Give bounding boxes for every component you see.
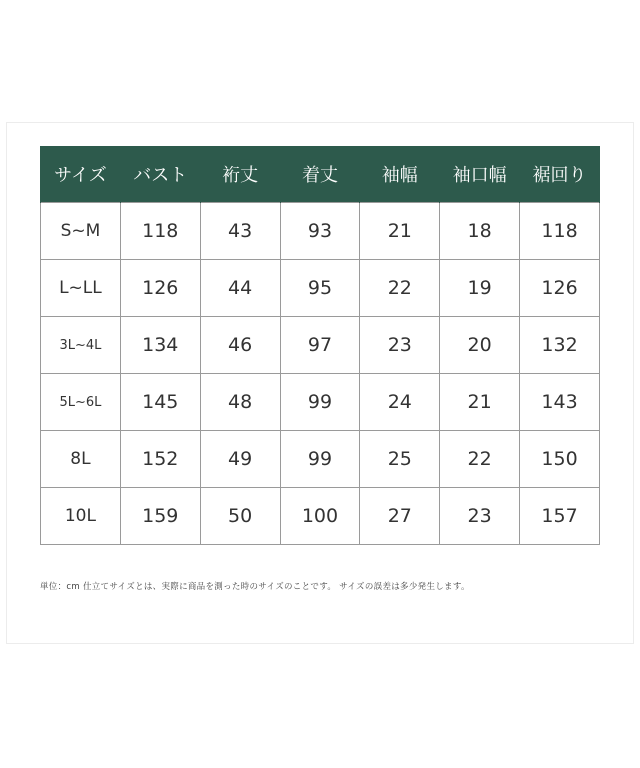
cuff-width-cell: 18 [440, 203, 520, 260]
header-cuff-width: 袖口幅 [440, 146, 520, 203]
header-size: サイズ [41, 146, 121, 203]
header-bust: バスト [120, 146, 200, 203]
table-header-row [41, 146, 600, 203]
header-sleeve-width: 袖幅 [360, 146, 440, 203]
sleeve-length-cell: 43 [200, 203, 280, 260]
sleeve-width-cell: 27 [360, 488, 440, 545]
hem-circumference-cell: 157 [520, 488, 600, 545]
table-row [41, 260, 600, 317]
body-length-cell: 99 [280, 374, 360, 431]
cuff-width-cell: 19 [440, 260, 520, 317]
table-row [41, 203, 600, 260]
bust-cell: 134 [120, 317, 200, 374]
sleeve-width-cell: 25 [360, 431, 440, 488]
bust-cell: 159 [120, 488, 200, 545]
sleeve-length-cell: 50 [200, 488, 280, 545]
bust-cell: 152 [120, 431, 200, 488]
body-length-cell: 99 [280, 431, 360, 488]
hem-circumference-cell: 132 [520, 317, 600, 374]
size-chart-table [40, 146, 600, 545]
cuff-width-cell: 21 [440, 374, 520, 431]
size-cell: L~LL [41, 260, 121, 317]
hem-circumference-cell: 150 [520, 431, 600, 488]
sleeve-width-cell: 24 [360, 374, 440, 431]
header-body-length: 着丈 [280, 146, 360, 203]
table-row [41, 488, 600, 545]
bust-cell: 145 [120, 374, 200, 431]
table-row [41, 431, 600, 488]
size-cell: 3L~4L [41, 317, 121, 374]
sleeve-length-cell: 48 [200, 374, 280, 431]
bust-cell: 126 [120, 260, 200, 317]
hem-circumference-cell: 126 [520, 260, 600, 317]
body-length-cell: 93 [280, 203, 360, 260]
size-cell: 5L~6L [41, 374, 121, 431]
size-cell: 10L [41, 488, 121, 545]
hem-circumference-cell: 118 [520, 203, 600, 260]
table-row [41, 374, 600, 431]
table-row [41, 317, 600, 374]
size-cell: S~M [41, 203, 121, 260]
cuff-width-cell: 22 [440, 431, 520, 488]
sleeve-length-cell: 46 [200, 317, 280, 374]
measurement-note: 単位：cm 仕立てサイズとは、実際に商品を測った時のサイズのことです。 サイズの誤差は多少発生します。 [40, 582, 470, 592]
body-length-cell: 97 [280, 317, 360, 374]
sleeve-length-cell: 44 [200, 260, 280, 317]
body-length-cell: 100 [280, 488, 360, 545]
sleeve-length-cell: 49 [200, 431, 280, 488]
bust-cell: 118 [120, 203, 200, 260]
size-cell: 8L [41, 431, 121, 488]
header-sleeve-length: 裄丈 [200, 146, 280, 203]
cuff-width-cell: 20 [440, 317, 520, 374]
sleeve-width-cell: 21 [360, 203, 440, 260]
header-hem-circumference: 裾回り [520, 146, 600, 203]
sleeve-width-cell: 22 [360, 260, 440, 317]
sleeve-width-cell: 23 [360, 317, 440, 374]
hem-circumference-cell: 143 [520, 374, 600, 431]
cuff-width-cell: 23 [440, 488, 520, 545]
body-length-cell: 95 [280, 260, 360, 317]
